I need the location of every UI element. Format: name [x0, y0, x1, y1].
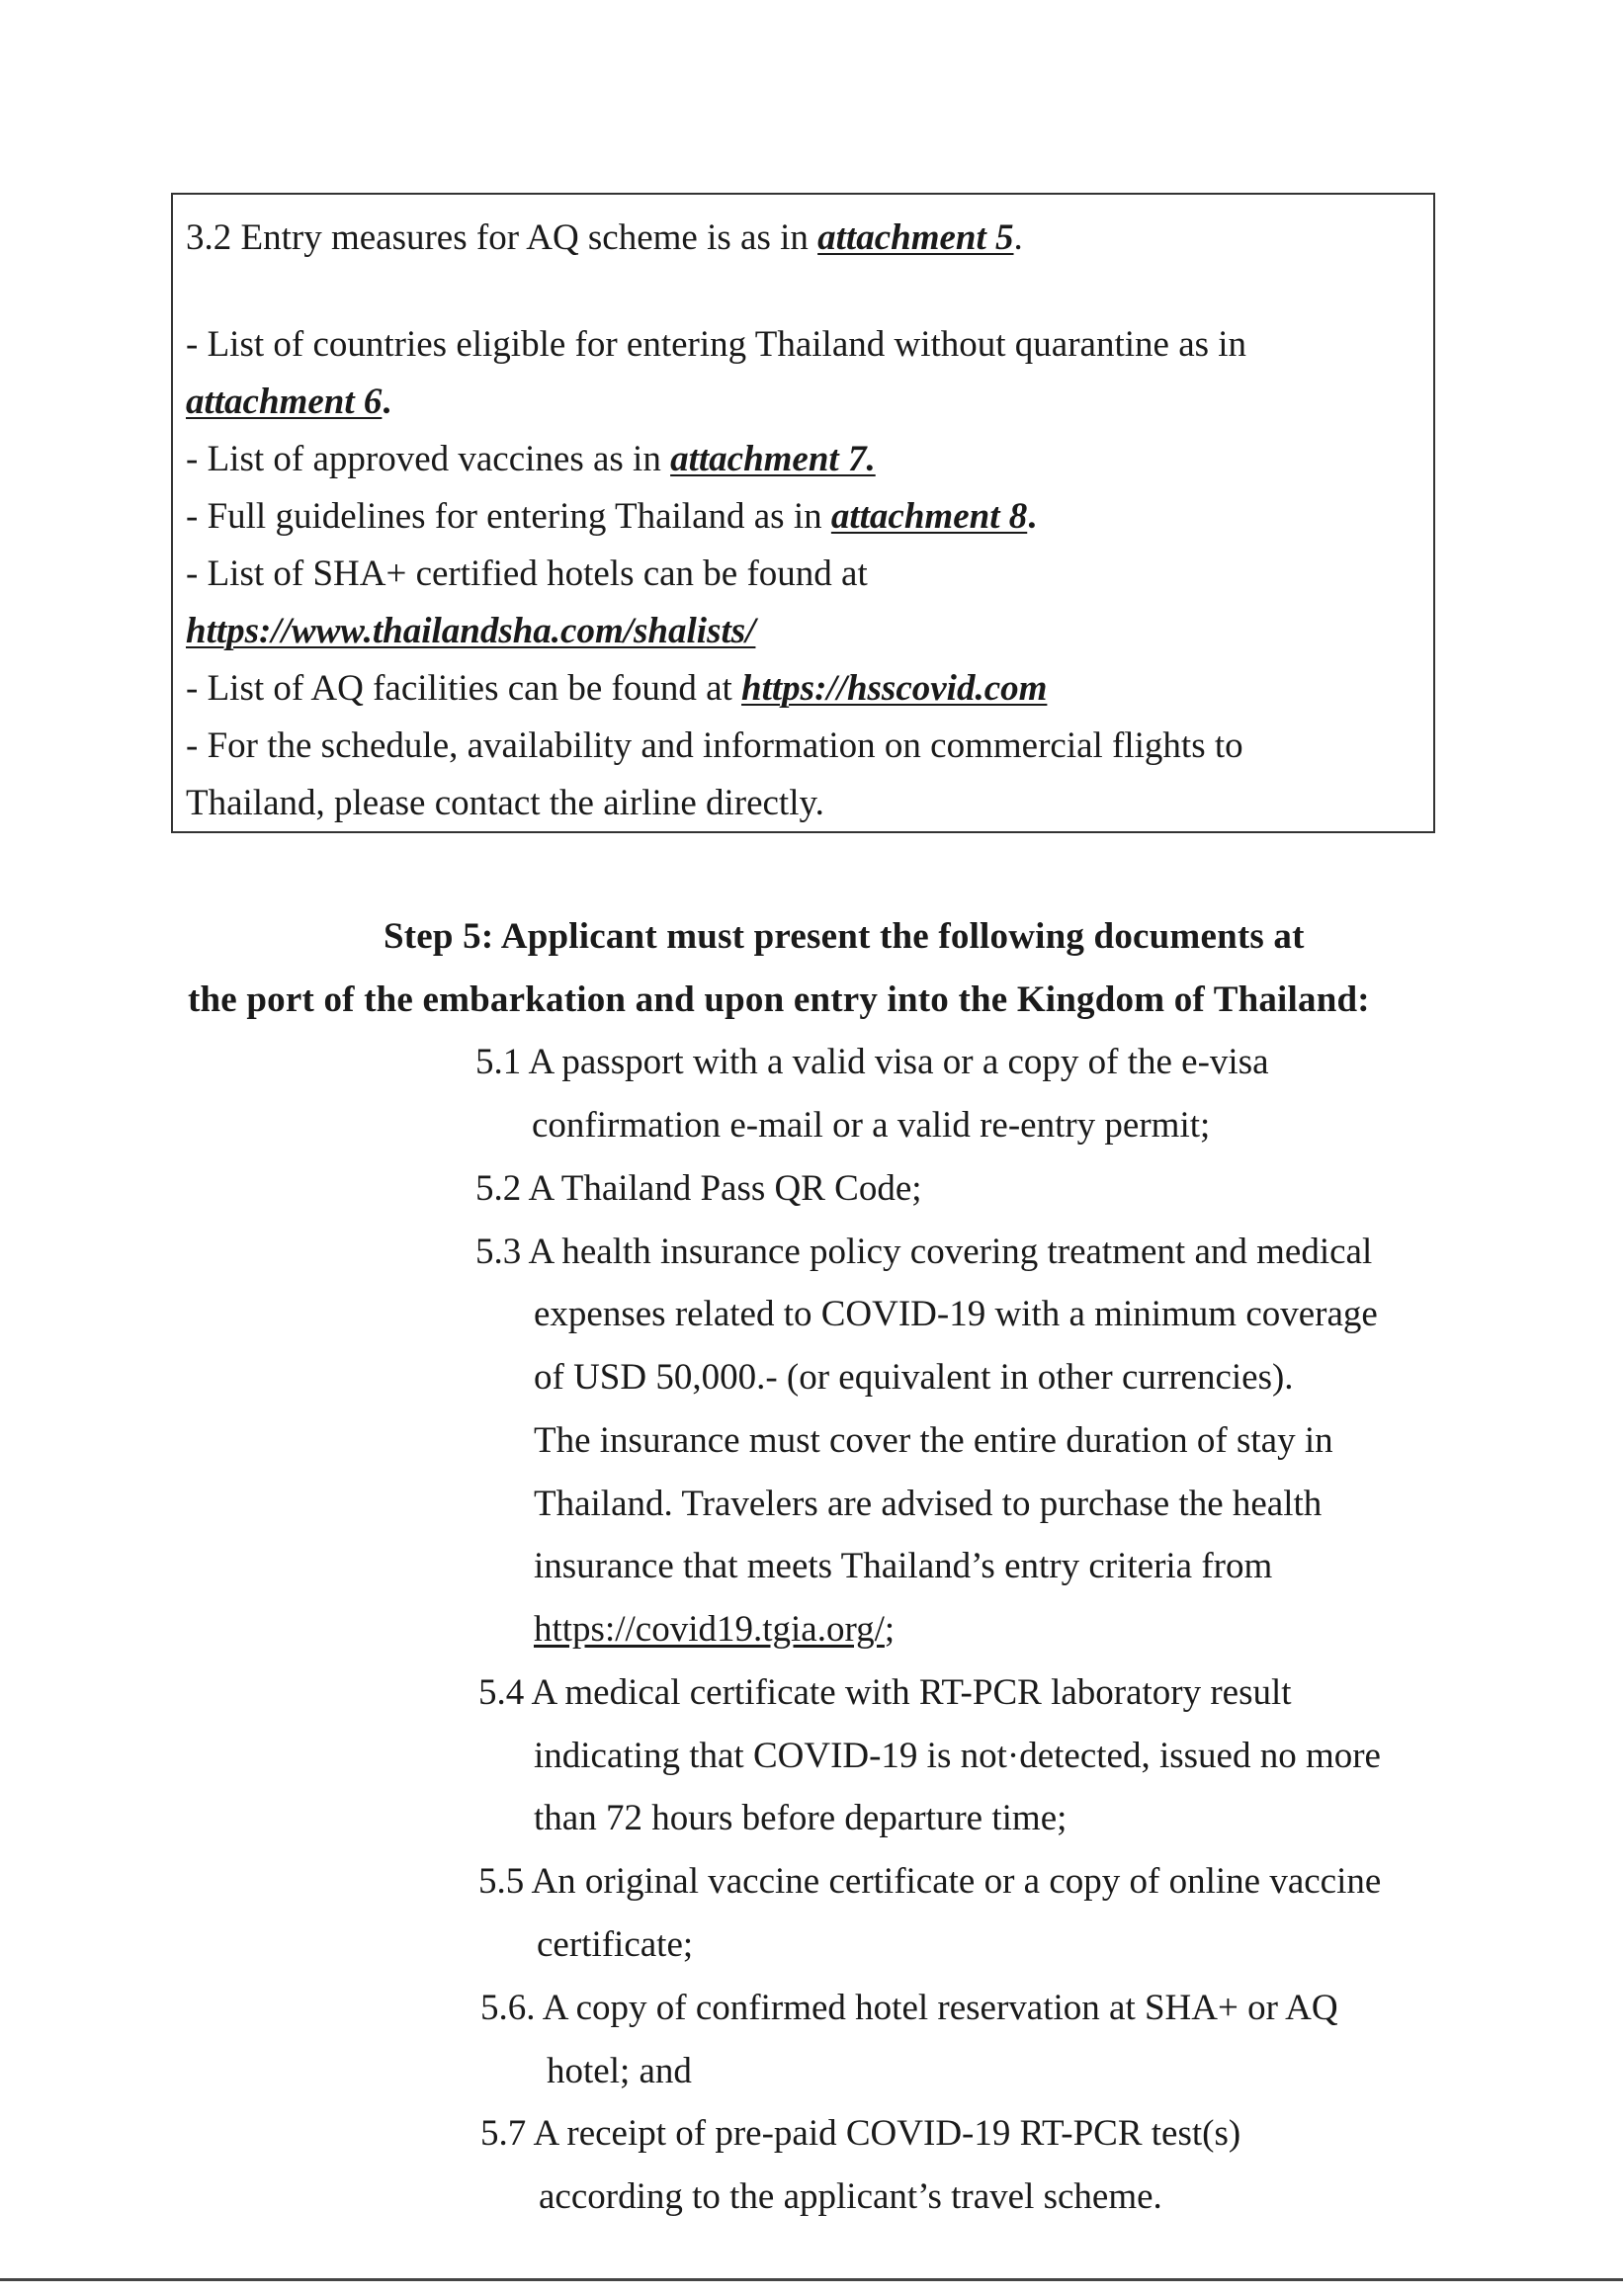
attachment-6-link[interactable]: attachment 6 — [186, 382, 383, 422]
item-5-3-line2: expenses related to COVID-19 with a minimum coverage — [534, 1294, 1378, 1334]
box-line-flights: - For the schedule, availability and information on commercial flights to — [186, 725, 1243, 766]
box-line-3-2-text: 3.2 Entry measures for AQ scheme is as in — [186, 217, 818, 258]
item-5-3-line3: of USD 50,000.- (or equivalent in other currencies). — [534, 1357, 1294, 1398]
box-line-aq-facilities: - List of AQ facilities can be found at https://hsscovid.com — [186, 668, 1048, 709]
item-5-2-line1: 5.2 A Thailand Pass QR Code; — [475, 1168, 922, 1209]
aq-info-box — [171, 193, 1435, 833]
item-5-1-line1: 5.1 A passport with a valid visa or a copy of the e-visa — [475, 1042, 1269, 1082]
item-5-5-line2: certificate; — [537, 1924, 694, 1965]
thailandsha-link[interactable]: https://www.thailandsha.com/shalists/ — [186, 611, 756, 651]
box-line-airline: Thailand, please contact the airline directly. — [186, 783, 824, 823]
item-5-5-line1: 5.5 An original vaccine certificate or a copy of online vaccine — [478, 1861, 1382, 1902]
box-line-sha-url — [186, 610, 755, 653]
tgia-link[interactable]: https://covid19.tgia.org/ — [534, 1609, 885, 1650]
item-5-4-line1: 5.4 A medical certificate with RT-PCR laboratory result — [478, 1672, 1292, 1713]
item-5-4-line2: indicating that COVID-19 is not·detected, issued no more — [534, 1736, 1381, 1776]
box-line-vaccines: - List of approved vaccines as in attachment 7. — [186, 439, 876, 479]
item-5-4-line3: than 72 hours before departure time; — [534, 1798, 1068, 1838]
step5-heading-line2: the port of the embarkation and upon entry into the Kingdom of Thailand: — [188, 979, 1370, 1020]
item-5-1-line2: confirmation e-mail or a valid re-entry permit; — [532, 1105, 1211, 1146]
item-5-7-line1: 5.7 A receipt of pre-paid COVID-19 RT-PCR test(s) — [480, 2113, 1241, 2154]
box-line-3-2: 3.2 Entry measures for AQ scheme is as in attachment 5. — [186, 217, 1023, 258]
step5-heading-line1: Step 5: Applicant must present the following documents at — [384, 916, 1305, 957]
item-5-3-line6: insurance that meets Thailand’s entry criteria from — [534, 1546, 1273, 1586]
item-5-7-line2: according to the applicant’s travel scheme. — [539, 2176, 1162, 2217]
attachment-7-link[interactable]: attachment 7. — [670, 439, 876, 479]
attachment-8-link[interactable]: attachment 8 — [830, 496, 1028, 537]
hsscovid-link[interactable]: https://hsscovid.com — [741, 668, 1048, 709]
item-5-3-line1: 5.3 A health insurance policy covering treatment and medical — [475, 1232, 1373, 1272]
box-line-guidelines: - Full guidelines for entering Thailand as in attachment 8. — [186, 496, 1037, 537]
item-5-3-line5: Thailand. Travelers are advised to purchase the health — [534, 1484, 1323, 1524]
attachment-5-link[interactable]: attachment 5 — [817, 217, 1014, 258]
item-5-6-line2: hotel; and — [547, 2051, 692, 2091]
item-5-6-line1: 5.6. A copy of confirmed hotel reservation at SHA+ or AQ — [480, 1988, 1338, 2028]
box-line-attachment-6: attachment 6. — [186, 382, 391, 422]
box-line-countries: - List of countries eligible for entering Thailand without quarantine as in — [186, 324, 1247, 365]
box-line-sha-hotels: - List of SHA+ certified hotels can be found at — [186, 553, 868, 594]
bottom-edge-rule — [0, 2278, 1623, 2281]
item-5-3-line4: The insurance must cover the entire duration of stay in — [534, 1420, 1333, 1461]
item-5-3-line7: https://covid19.tgia.org/; — [534, 1609, 896, 1650]
